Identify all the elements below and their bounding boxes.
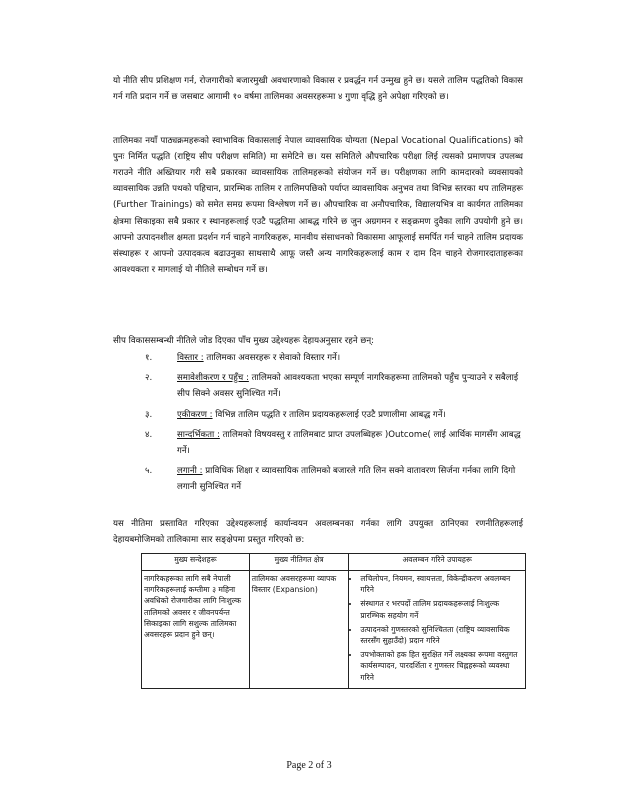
page-footer: Page 2 of 3 xyxy=(286,760,332,771)
list-item-number: २. xyxy=(145,373,153,384)
list-item-number: ४. xyxy=(145,429,153,440)
list-item xyxy=(113,350,523,366)
column-header: मुख्य सन्देशहरू xyxy=(142,554,250,571)
list-item-title: एकीकरण : xyxy=(177,409,213,420)
list-item-text: तालिमको विषयवस्तु र तालिमबाट प्राप्त उपलब्धिहरू )Outcome( लाई आर्थिक मागसँग आबद्ध गर्ने। xyxy=(177,429,521,457)
list-item-title: समावेशीकरण र पहुँच : xyxy=(177,373,249,384)
list-item xyxy=(113,427,523,459)
list-item: • लचिलोपन, नियमन, स्वायत्तता, विकेन्द्रीकरण अवलम्बन गरिने xyxy=(360,573,523,595)
list-item-text: विभिन्न तालिम पद्धति र तालिम प्रदायकहरूलाई एउटै प्रणालीमा आबद्ध गर्ने। xyxy=(212,409,446,420)
list-item xyxy=(113,463,523,495)
list-item xyxy=(113,407,523,423)
table-cell-measures xyxy=(349,571,526,689)
objectives-list xyxy=(113,350,523,500)
list-item-text: प्राविधिक शिक्षा र व्यावसायिक तालिमको बजारले गति लिन सक्ने वातावरण सिर्जना गर्नका लागि दिगो लगानी सुनिश्चित गर्ने xyxy=(177,466,516,493)
column-header: अवलम्बन गरिने उपायहरू xyxy=(349,554,526,571)
list-item-title: सान्दर्भिकता : xyxy=(177,429,220,440)
list-item-text: तालिमको आवश्यकता भएका सम्पूर्ण नागरिकहरूमा तालिमको पहुँच पुऱ्याउने र सबैलाई सीप सिक्ने अवसर सुनिश्चित गर्ने। xyxy=(177,373,519,400)
table-cell-message: नागरिकहरूका लागि सबै नेपाली नागरिकहरूलाई कम्तीमा ३ महिना अवधिको रोजगारीका लागि निःशुल्क तालिमको अवसर र जीवनपर्यन्त सिकाइका लागि सशुल्क तालिमका अवसरहरू प्रदान हुने छन्। xyxy=(142,571,250,689)
table-row xyxy=(142,571,526,689)
list-item: • उपभोक्ताको हक हित सुरक्षित गर्ने लक्ष्यका रूपमा वस्तुगत कार्यसम्पादन, पारदर्शिता र गुणस्तर चिह्नहरूको व्यवस्था गरिने xyxy=(360,649,523,683)
column-header: मुख्य नीतिगत क्षेत्र xyxy=(249,554,349,571)
measures-list xyxy=(351,573,523,683)
list-item: • उत्पादनको गुणस्तरको सुनिश्चितता (राष्ट्रिय व्यावसायिक स्तरसँग सुहाउँदो) प्रदान गरिने xyxy=(360,624,523,646)
list-item-text: तालिमका अवसरहरू र सेवाको विस्तार गर्ने। xyxy=(203,353,341,363)
list-item-title: लगानी : xyxy=(177,466,203,477)
paragraph-intro: यो नीति सीप प्रशिक्षण गर्न, रोजगारीको बजारमुखी अवधारणाको विकास र प्रवर्द्धन गर्न उन्मुख हुने छ। यसले तालिम पद्धतिको विकास गर्न गति प्रदान गर्ने छ जसबाट आगामी १० वर्षमा तालिमका अवसरहरूमा ४ गुणा वृद्धि हुने अपेक्षा गरिएको छ। xyxy=(113,75,523,102)
paragraph-objectives-lead: सीप विकाससम्बन्धी नीतिले जोड दिएका पाँच मुख्य उद्देश्यहरू देहायअनुसार रहने छन्: xyxy=(113,335,375,346)
paragraph-qualifications: तालिमका नयाँ पाठ्यक्रमहरूको स्वाभाविक विकासलाई नेपाल व्यावसायिक योग्यता (Nepal Vocational Qualifications) को पुनः निर्मित पद्धति (राष्ट्रिय सीप परीक्षण समिति) मा समेटिने छ। यस समितिले औपचारिक परीक्षा लिई त्यसको प्रमाणपत्र उपलब्ध गराउने नीति अख्तियार गरी सबै प्रकारका व्यावसायिक तालिमहरूको संयोजन गर्ने छ। परीक्षणका लागि कामदारको व्यवसायको व्यावसायिक उन्नति पथको पहिचान, प्रारम्भिक तालिम र तालिमपछिको पर्याप्त व्यावसायिक अनुभव तथा विभिन्न स्तरका थप तालिमहरू (Further Trainings) को समेत समग्र रूपमा विश्लेषण गर्ने छ। औपचारिक वा अनौपचारिक, विद्यालयभित्र वा कार्यगत तालिमका क्षेत्रमा सिकाइका सबै प्रकार र स्थानहरूलाई एउटै पद्धतिमा आबद्ध गरिने छ जुन अग्रगमन र सङ्क्रमण दुवैका लागि उपयोगी हुने छ। आफ्नो उत्पादनशील क्षमता प्रदर्शन गर्न चाहने नागरिकहरू, मानवीय संसाधनको विकासमा आफूलाई समर्पित गर्न चाहने तालिम प्रदायक संस्थाहरू र आफ्नो उत्पादकत्व बढाउनुका साथसाथै आफू जस्तै अन्य नागरिकहरूलाई काम र दाम दिन चाहने रोजगारदाताहरूका आवश्यकता र मागलाई यो नीतिले सम्बोधन गर्ने छ। xyxy=(113,135,523,276)
list-item-title: विस्तार : xyxy=(177,353,204,363)
list-item: • संस्थागत र भरपर्दो तालिम प्रदायकहरूलाई निःशुल्क प्रारम्भिक सहयोग गर्ने xyxy=(360,598,523,620)
list-item-number: ५. xyxy=(145,466,153,477)
strategy-table xyxy=(141,553,526,689)
list-item-number: ३. xyxy=(145,409,153,420)
list-item xyxy=(113,370,523,402)
list-item-number: १. xyxy=(145,353,153,363)
table-header-row xyxy=(142,554,526,571)
table-cell-area: तालिमका अवसरहरूमा व्यापक विस्तार (Expansion) xyxy=(249,571,349,689)
paragraph-strategies: यस नीतिमा प्रस्तावित गरिएका उद्देश्यहरूलाई कार्यान्वयन अवलम्बनका गर्नका लागि उपयुक्त ठानिएका रणनीतिहरूलाई देहायबमोजिमको तालिकामा सार सङ्क्षेपमा प्रस्तुत गरिएको छ: xyxy=(113,518,523,545)
